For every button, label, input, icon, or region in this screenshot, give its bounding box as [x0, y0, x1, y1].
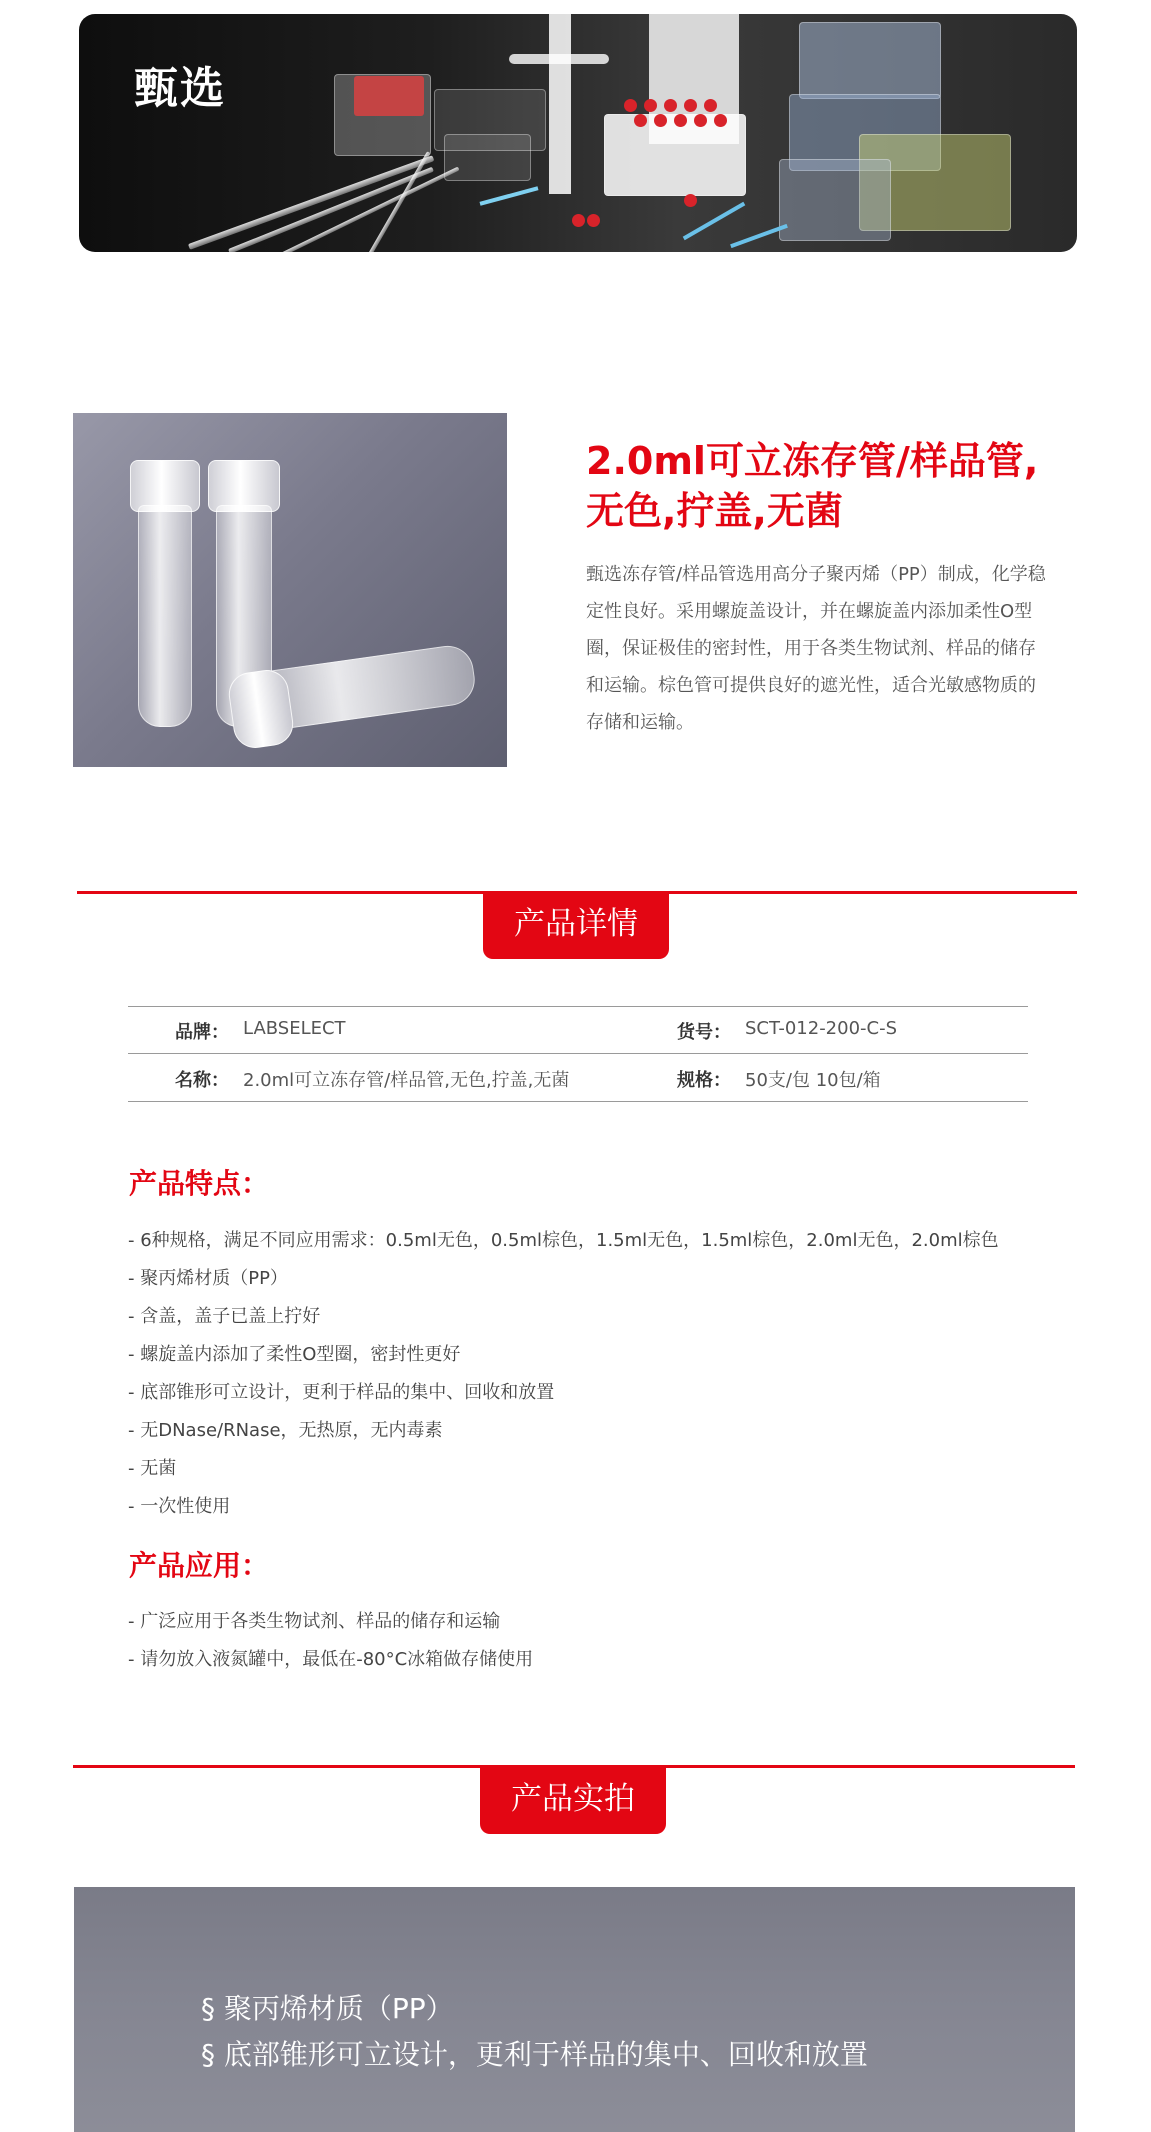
photo-caption: § 底部锥形可立设计，更利于样品的集中、回收和放置 [201, 2038, 868, 2071]
feature-item: - 聚丙烯材质（PP） [128, 1268, 288, 1289]
product-description: 甄选冻存管/样品管选用高分子聚丙烯（PP）制成，化学稳定性良好。采用螺旋盖设计，并在螺旋盖内添加柔性O型圈，保证极佳的密封性，用于各类生物试剂、样品的储存和运输。棕色管可提供良好的遮光性，适合光敏感物质的存储和运输。 [586, 564, 1046, 733]
section-title-details: 产品详情 [483, 892, 669, 959]
features-heading: 产品特点： [129, 1167, 270, 1200]
spec-size-value: 50支/包 10包/箱 [745, 1070, 881, 1091]
feature-item: - 无DNase/RNase，无热原，无内毒素 [128, 1420, 443, 1441]
feature-item: - 含盖，盖子已盖上拧好 [128, 1306, 321, 1327]
application-item: - 广泛应用于各类生物试剂、样品的储存和运输 [128, 1611, 501, 1632]
product-title [586, 436, 1086, 536]
spec-name-value: 2.0ml可立冻存管/样品管,无色,拧盖,无菌 [243, 1070, 570, 1091]
feature-item: - 无菌 [128, 1458, 177, 1479]
application-item: - 请勿放入液氮罐中，最低在-80°C冰箱做存储使用 [128, 1649, 534, 1670]
product-title-line2: 无色,拧盖,无菌 [586, 489, 843, 533]
section-title-photos: 产品实拍 [480, 1767, 666, 1834]
spec-sku-label: 货号： [677, 1022, 731, 1043]
banner-logo: 甄选 [134, 63, 226, 114]
feature-item: - 底部锥形可立设计，更利于样品的集中、回收和放置 [128, 1382, 555, 1403]
feature-item: - 一次性使用 [128, 1496, 231, 1517]
feature-item: - 螺旋盖内添加了柔性O型圈，密封性更好 [128, 1344, 461, 1365]
product-real-photo [74, 1887, 1075, 2132]
spec-brand-label: 品牌： [175, 1022, 229, 1043]
product-title-line1: 2.0ml可立冻存管/样品管, [586, 439, 1039, 483]
product-photo [73, 413, 507, 767]
photo-caption: § 聚丙烯材质（PP） [201, 1992, 454, 2025]
spec-size-label: 规格： [677, 1070, 731, 1091]
spec-sku-value: SCT-012-200-C-S [745, 1018, 898, 1039]
spec-name-label: 名称： [175, 1070, 229, 1091]
hero-banner [79, 14, 1077, 252]
applications-heading: 产品应用： [129, 1549, 270, 1582]
table-rule [128, 1053, 1028, 1054]
feature-item: - 6种规格，满足不同应用需求：0.5ml无色，0.5ml棕色，1.5ml无色，1.5ml棕色，2.0ml无色，2.0ml棕色 [128, 1230, 999, 1251]
table-rule [128, 1006, 1028, 1007]
table-rule [128, 1101, 1028, 1102]
spec-brand-value: LABSELECT [243, 1018, 346, 1039]
